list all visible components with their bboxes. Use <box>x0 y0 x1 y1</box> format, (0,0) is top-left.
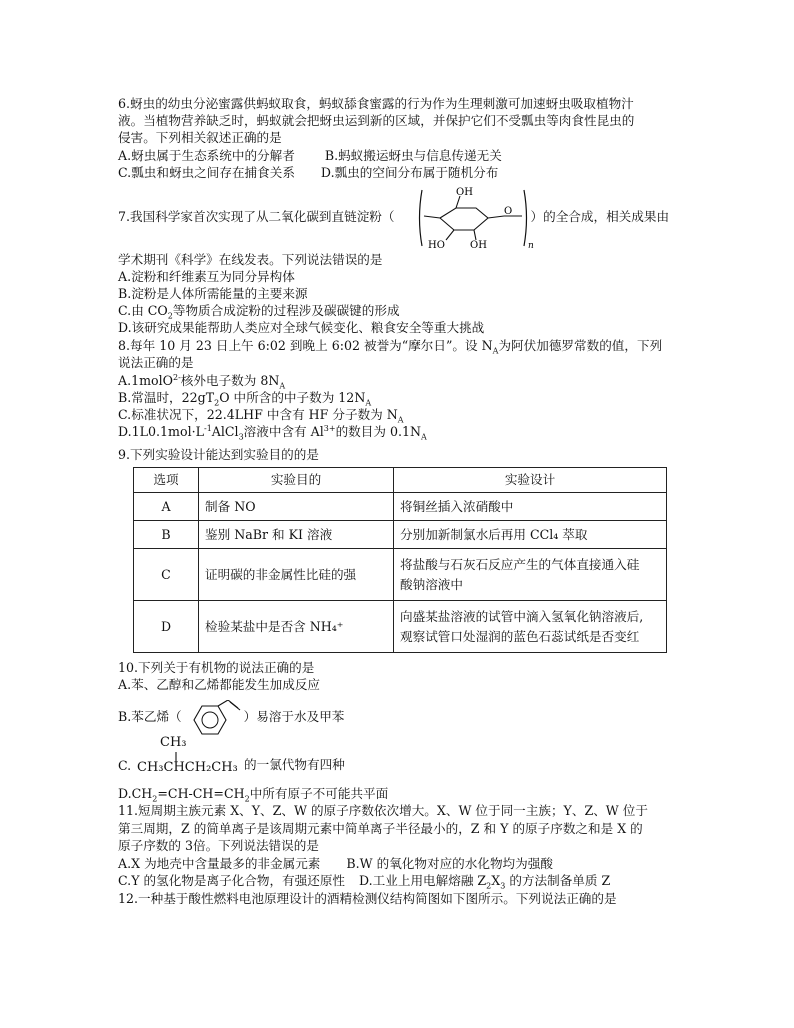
struct-oh-top: OH <box>456 187 473 198</box>
table-header-goal: 实验目的 <box>199 468 394 493</box>
struct-n: n <box>528 241 534 250</box>
q8-d-pre: D.1L0.1mol·L <box>118 424 204 439</box>
styrene-structure <box>190 700 252 740</box>
q8-d-sup1: -1 <box>203 423 212 433</box>
q8-a-pre: A.1molO <box>118 373 173 388</box>
q11-d-pre: D.工业上用电解熔融 Z <box>359 873 487 888</box>
q8-d-sup2: 3+ <box>323 423 336 433</box>
table-cell-design-line2: 观察试管口处湿润的蓝色石蕊试纸是否变红 <box>400 628 640 644</box>
q8-b-mid: O 中所含的中子数为 12N <box>219 390 366 405</box>
table-cell-design-line2: 酸钠溶液中 <box>400 576 463 592</box>
q8-option-b <box>118 389 371 406</box>
q10-c-post: 的一氯代物有四种 <box>244 757 345 772</box>
q11-option-c: C.Y 的氢化物是离子化合物，有强还原性 <box>118 873 346 888</box>
q10-option-d <box>118 785 388 802</box>
q10-c-ch3: CH₃ <box>160 735 187 750</box>
table-header-row <box>134 468 667 493</box>
table-cell-option: D <box>134 601 199 653</box>
q6-option-c: C.瓢虫和蚜虫之间存在捕食关系 <box>118 165 295 180</box>
q8-a-mid: 核外电子数为 8N <box>180 373 280 388</box>
q10-d-sub1: 2 <box>152 794 158 804</box>
q6-options-cd <box>118 164 498 181</box>
q6-stem-line3: 侵害。下列相关叙述正确的是 <box>118 130 282 145</box>
q10-option-a: A.苯、乙醇和乙烯都能发生加成反应 <box>118 677 321 692</box>
q8-option-d <box>118 423 427 440</box>
q10-b-post: ）易溶于水及甲苯 <box>243 709 345 724</box>
q11-options-ab <box>118 855 553 872</box>
table-cell-design: 将铜丝插入浓硝酸中 <box>394 493 667 521</box>
q7-stem-pre: 7.我国科学家首次实现了从二氧化碳到直链淀粉（ <box>118 209 395 224</box>
q8-option-a <box>118 372 285 389</box>
starch-structure <box>416 186 536 250</box>
table-cell-option: A <box>134 493 199 521</box>
struct-oh-right: OH <box>470 240 487 250</box>
q11-d-mid: X <box>491 873 501 888</box>
q10-b-pre: B.苯乙烯（ <box>118 709 182 724</box>
q8-l1-post: 为阿伏加德罗常数的值，下列 <box>498 338 663 353</box>
q8-d-sub1: 3 <box>238 432 244 442</box>
q8-a-sub: A <box>279 381 286 391</box>
q8-d-sub2: A <box>421 432 427 442</box>
table-cell-option: B <box>134 521 199 549</box>
q6-stem-line1: 6.蚜虫的幼虫分泌蜜露供蚂蚁取食，蚂蚁舔食蜜露的行为作为生理刺激可加速蚜虫吸取植物汁 <box>118 96 634 111</box>
q7-c-post: 等物质合成淀粉的过程涉及碳碳键的形成 <box>172 303 400 318</box>
q11-stem-line2: 第三周期，Z 的简单离子是该周期元素中简单离子半径最小的，Z 和 Y 的原子序数之和是 X 的 <box>118 821 643 836</box>
q8-l1-pre: 8.每年 10 月 23 日上午 6:02 到晚上 6:02 被誉为“摩尔日”。设 N <box>118 338 493 353</box>
q10-c-formula: CH₃CHCH₂CH₃ <box>137 760 238 775</box>
q8-b-sub1: 2 <box>214 398 220 408</box>
q12-stem-line1: 12.一种基于酸性燃料电池原理设计的酒精检测仪结构简图如下图所示。下列说法正确的是 <box>118 891 617 906</box>
table-cell-design <box>394 549 667 601</box>
table-cell-goal: 检验某盐中是否含 NH₄⁺ <box>199 601 394 653</box>
q8-c-pre: C.标准状况下，22.4LHF 中含有 HF 分子数为 N <box>118 407 398 422</box>
q6-option-b: B.蚂蚁搬运蚜虫与信息传递无关 <box>324 148 502 163</box>
table-row <box>134 601 667 653</box>
q11-d-sub1: 2 <box>486 881 492 891</box>
q8-d-mid2: 溶液中含有 Al <box>243 424 324 439</box>
q11-stem-line1: 11.短周期主族元素 X、Y、Z、W 的原子序数依次增大。X、W 位于同一主族；Y、Z、W 位于 <box>118 803 648 818</box>
q8-l1-sub: A <box>492 346 499 356</box>
q10-c-label: C. <box>118 758 132 773</box>
table-header-option: 选项 <box>134 468 199 493</box>
q10-d-pre: D.CH <box>118 786 153 801</box>
struct-o-bridge: O <box>504 206 513 217</box>
q7-option-a: A.淀粉和纤维素互为同分异构体 <box>118 269 295 284</box>
q7-option-c <box>118 302 400 319</box>
q10-d-sub2: 2 <box>244 794 250 804</box>
q6-option-d: D.瓢虫的空间分布属于随机分布 <box>320 165 499 180</box>
q8-stem-line1 <box>118 337 662 354</box>
table-cell-goal: 鉴别 NaBr 和 KI 溶液 <box>199 521 394 549</box>
q11-options-cd <box>118 872 610 889</box>
q8-b-sub2: A <box>365 398 372 408</box>
struct-ho-left: HO <box>428 240 445 250</box>
table-cell-option: C <box>134 549 199 601</box>
table-row <box>134 521 667 549</box>
table-cell-goal: 制备 NO <box>199 493 394 521</box>
q6-stem-line2: 液。当植物营养缺乏时，蚂蚁就会把蚜虫运到新的区域，并保护它们不受瓢虫等肉食性昆虫的 <box>118 113 635 128</box>
q7-stem-line2: 学术期刊《科学》在线发表。下列说法错误的是 <box>118 252 383 267</box>
table-row <box>134 493 667 521</box>
q7-option-b: B.淀粉是人体所需能量的主要来源 <box>118 286 308 301</box>
q11-d-post: 的方法制备单质 Z <box>505 873 611 888</box>
table-cell-design-line1: 向盛某盐溶液的试管中滴入氢氧化钠溶液后, <box>400 608 644 624</box>
q11-option-b: B.W 的氧化物对应的水化物均为强酸 <box>346 856 553 871</box>
table-row <box>134 549 667 601</box>
q11-option-a: A.X 为地壳中含量最多的非金属元素 <box>118 856 321 871</box>
table-cell-design <box>394 601 667 653</box>
table-cell-goal: 证明碳的非金属性比硅的强 <box>199 549 394 601</box>
q6-option-a: A.蚜虫属于生态系统中的分解者 <box>118 148 295 163</box>
q10-d-post: 中所有原子不可能共平面 <box>249 786 389 801</box>
q8-d-mid3: 的数目为 0.1N <box>335 424 422 439</box>
table-cell-design-line1: 将盐酸与石灰石反应产生的气体直接通入硅 <box>400 556 640 572</box>
q8-a-sup: 2- <box>173 372 181 382</box>
q10-d-mid: =CH-CH=CH <box>157 786 245 801</box>
q8-stem-line2: 说法正确的是 <box>118 355 194 370</box>
table-header-design: 实验设计 <box>394 468 667 493</box>
q7-option-d: D.该研究成果能帮助人类应对全球气候变化、粮食安全等重大挑战 <box>118 320 485 335</box>
q8-c-sub: A <box>397 415 404 425</box>
q7-stem-post: ）的全合成，相关成果由 <box>530 209 670 224</box>
q6-options-ab <box>118 147 502 164</box>
q11-stem-line3: 原子序数的 3倍。下列说法错误的是 <box>118 838 319 853</box>
q7-c-pre: C.由 CO <box>118 303 168 318</box>
q7-c-sub: 2 <box>167 311 173 321</box>
q8-d-mid: AlCl <box>211 424 239 439</box>
experiment-table <box>133 467 667 653</box>
q8-option-c <box>118 406 404 423</box>
table-cell-design: 分别加新制氯水后再用 CCl₄ 萃取 <box>394 521 667 549</box>
q7-stem-line1 <box>118 208 669 225</box>
q10-title: 10.下列关于有机物的说法正确的是 <box>118 660 315 675</box>
q8-b-pre: B.常温时，22gT <box>118 390 215 405</box>
q11-d-sub2: 3 <box>500 881 506 891</box>
q9-title: 9.下列实验设计能达到实验目的的是 <box>118 447 319 462</box>
